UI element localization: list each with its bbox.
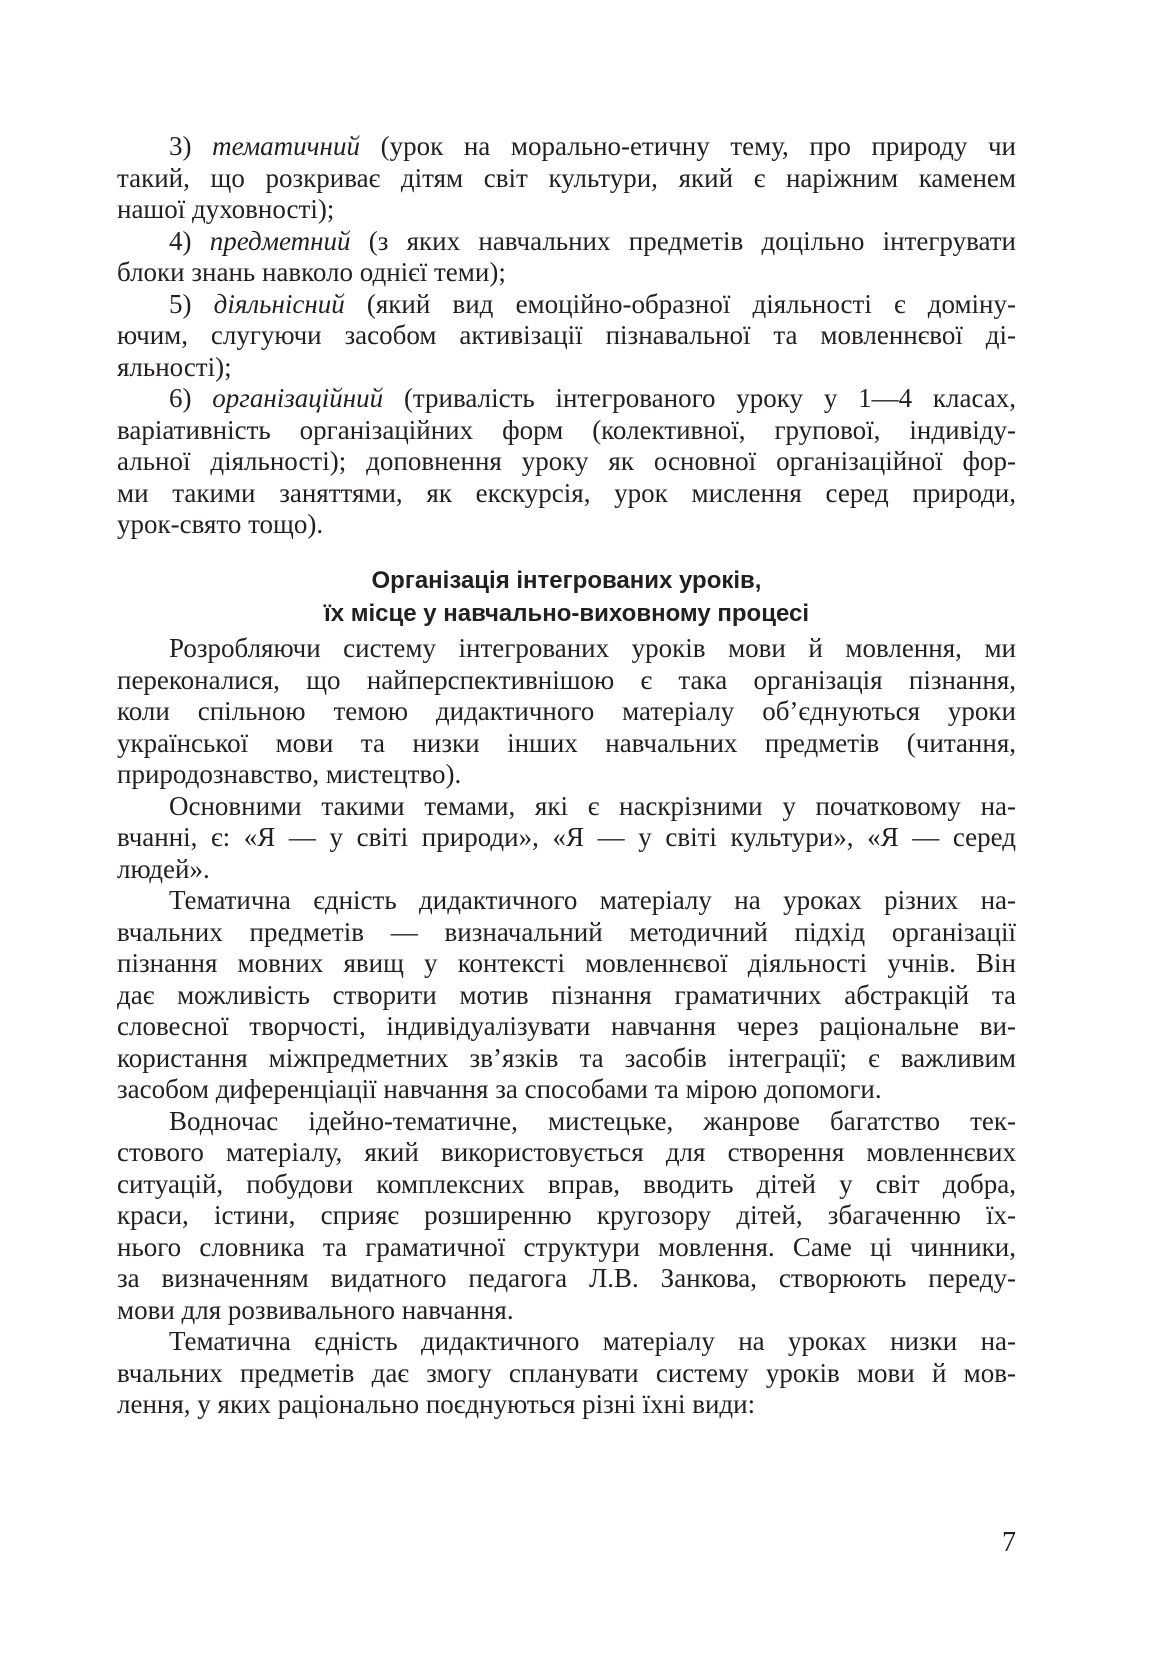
text-line: альної діяльності); доповнення уроку як основної організаційної фор- <box>117 446 1016 476</box>
text-line: Тематична єдність дидактичного матеріалу на уроках низки на- <box>169 1326 1016 1356</box>
paragraph <box>117 1326 1016 1421</box>
text-line: української мови та низки інших навчальних предметів (читання, <box>117 727 1016 758</box>
text-line: лення, у яких раціонально поєднуються різні їхні види: <box>117 1389 756 1419</box>
list-item-number: 6) <box>169 383 192 413</box>
text-line: Водночас ідейно-тематичне, мистецьке, жанрове багатство тек- <box>169 1105 1016 1136</box>
text-line: мови для розвивального навчання. <box>117 1294 514 1325</box>
list-item-number: 4) <box>169 225 192 256</box>
list-item <box>117 131 1016 226</box>
text-line: Тематична єдність дидактичного матеріалу на уроках різних на- <box>169 885 1016 915</box>
text-line <box>117 383 1016 415</box>
text-line-content: (який вид емоційно-образної діяльності є доміну- <box>344 288 1016 319</box>
text-line: Розробляючи систему інтегрованих уроків мови й мовлення, ми <box>169 633 1016 663</box>
text-line: коли спільною темою дидактичного матеріалу об’єднуються уроки <box>117 696 1016 726</box>
text-line: блоки знань навколо однієї теми); <box>117 257 506 287</box>
text-line: за визначенням видатного педагога Л.В. Занкова, створюють переду- <box>117 1263 1016 1293</box>
text-line: такий, що розкриває дітям світ культури, який є наріжним каменем <box>117 162 1016 193</box>
text-line: ситуацій, побудови комплексних вправ, вводить дітей у світ добра, <box>117 1168 1016 1199</box>
body-text <box>117 633 1016 1421</box>
text-line: користання міжпредметних зв’язків та засобів інтеграції; є важливим <box>117 1042 1016 1073</box>
list-item <box>117 383 1016 541</box>
text-line: краси, істини, сприяє розширенню кругозору дітей, збагаченню їх- <box>117 1200 1016 1230</box>
text-line <box>117 226 1016 258</box>
text-line: урок-свято тощо). <box>117 509 324 539</box>
text-line: словесної творчості, індивідуалізувати навчання через раціональне ви- <box>117 1011 1016 1041</box>
paragraph <box>117 791 1016 886</box>
text-line-content: (урок на морально-етичну тему, про природу чи <box>359 131 1017 161</box>
text-line: ючим, слугуючи засобом активізації пізнавальної та мовленнєвої ді- <box>117 320 1016 350</box>
list-item-term: предметний <box>209 225 351 256</box>
list-item-term: тематичний <box>212 131 360 161</box>
list-item-term: організаційний <box>212 383 384 413</box>
list-block <box>117 131 1016 541</box>
paragraph <box>117 1106 1016 1327</box>
text-line: дає можливість створити мотив пізнання граматичних абстракцій та <box>117 979 1016 1010</box>
text-line <box>117 131 1016 163</box>
text-line: засобом диференціації навчання за способами та мірою допомоги. <box>117 1074 882 1104</box>
text-line: природознавство, мистецтво). <box>117 759 462 789</box>
text-line: пізнання мовних явищ у контексті мовленнєвої діяльності учнів. Він <box>117 948 1016 978</box>
text-line: ми такими заняттями, як екскурсія, урок мислення серед природи, <box>117 477 1016 508</box>
section-heading <box>117 564 1016 630</box>
text-line: яльності); <box>117 351 232 382</box>
text-line: вчальних предметів — визначальний методичний підхід організації <box>117 916 1016 947</box>
text-line <box>117 289 1016 321</box>
text-line-content: (тривалість інтегрованого уроку у 1—4 класах, <box>383 383 1017 413</box>
text-line: вчанні, є: «Я — у світі природи», «Я — у світі культури», «Я — серед <box>117 822 1016 852</box>
section-heading-line: Організація інтегрованих уроків, <box>371 567 762 594</box>
text-line: стового матеріалу, який використовується для створення мовленнєвих <box>117 1137 1016 1167</box>
list-item-term: діяльнісний <box>213 288 345 319</box>
text-line: вчальних предметів дає змогу спланувати систему уроків мови й мов- <box>117 1357 1016 1388</box>
list-item <box>117 226 1016 289</box>
text-line: переконалися, що найперспективнішою є така організація пізнання, <box>117 664 1016 695</box>
text-line: варіативність організаційних форм (колективної, групової, індивіду- <box>117 414 1016 445</box>
paragraph <box>117 885 1016 1106</box>
list-item-number: 3) <box>169 131 192 161</box>
list-item <box>117 289 1016 384</box>
page-number: 7 <box>1002 1527 1016 1558</box>
paragraph <box>117 633 1016 791</box>
text-line: нашої духовності); <box>117 194 335 224</box>
list-item-number: 5) <box>169 288 192 319</box>
text-line: Основними такими темами, які є наскрізними у початковому на- <box>169 790 1016 821</box>
section-heading-line: їх місце у навчально-виховному процесі <box>323 600 809 627</box>
text-line: людей». <box>117 853 210 884</box>
text-line: нього словника та граматичної структури мовлення. Саме ці чинники, <box>117 1231 1016 1262</box>
text-line-content: (з яких навчальних предметів доцільно інтегрувати <box>350 225 1016 256</box>
